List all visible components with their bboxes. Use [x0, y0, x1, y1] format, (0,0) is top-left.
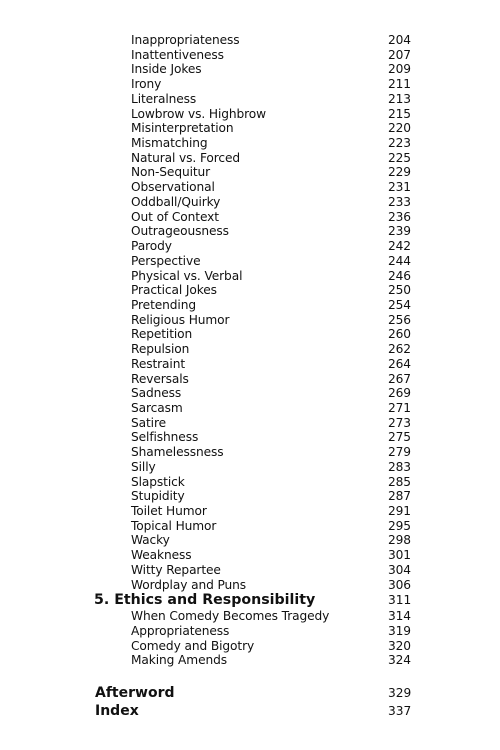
toc-entry [0, 533, 500, 548]
back-matter-title: Index [95, 703, 139, 720]
toc-entry [0, 430, 500, 445]
toc-entry-page: 233 [388, 194, 411, 209]
toc-entry [0, 254, 500, 269]
toc-entry-page: 262 [388, 342, 411, 357]
toc-entry-page: 239 [388, 224, 411, 239]
toc-entry-label: Inside Jokes [131, 62, 202, 77]
toc-entry-page: 295 [388, 518, 411, 533]
toc-entry [0, 624, 500, 639]
toc-entry-label: Wordplay and Puns [131, 577, 247, 592]
toc-entry [0, 342, 500, 357]
toc-entry [0, 121, 500, 136]
toc-entry-label: Religious Humor [131, 312, 230, 327]
toc-entry-page: 260 [388, 327, 411, 342]
toc-entry [0, 48, 500, 63]
toc-entry [0, 548, 500, 563]
toc-entry [0, 578, 500, 593]
toc-entry-label: Lowbrow vs. Highbrow [131, 106, 267, 121]
toc-entry-page: 267 [388, 371, 411, 386]
toc-entry-page: 231 [388, 180, 411, 195]
toc-entry-page: 319 [388, 624, 411, 639]
toc-entry-label: Toilet Humor [131, 504, 207, 518]
toc-entry-label: Shamelessness [131, 445, 224, 460]
toc-entry [0, 92, 500, 107]
toc-entry-label: Outrageousness [131, 224, 229, 239]
toc-entry [0, 386, 500, 401]
toc-entry-label: Topical Humor [131, 518, 217, 533]
toc-entry-label: Appropriateness [131, 624, 230, 639]
toc-entry-label: Mismatching [131, 136, 208, 151]
toc-entry-page: 291 [388, 504, 411, 518]
toc-entry [0, 489, 500, 504]
toc-entry-page: 242 [388, 239, 411, 254]
toc-entry [0, 62, 500, 77]
toc-entry-label: Natural vs. Forced [131, 150, 241, 165]
toc-entry-label: Physical vs. Verbal [131, 268, 243, 283]
toc-entry-page: 225 [388, 150, 411, 165]
toc-entry-label: Parody [131, 239, 172, 254]
toc-entry-page: 264 [388, 356, 411, 371]
toc-entry [0, 239, 500, 254]
toc-entry-page: 223 [388, 136, 411, 151]
back-matter-entry [0, 684, 500, 702]
toc-entry [0, 519, 500, 534]
toc-entry-page: 271 [388, 400, 411, 415]
toc-entry [0, 224, 500, 239]
toc-entry-label: Out of Context [131, 209, 219, 224]
toc-entry-page: 320 [388, 638, 411, 653]
toc-entry-label: Witty Repartee [131, 562, 221, 577]
toc-entry-page: 256 [388, 312, 411, 327]
toc-entry-label: Satire [131, 415, 167, 430]
toc-entry-page: 229 [388, 165, 411, 180]
toc-entry-label: Restraint [131, 356, 186, 371]
toc-entry-label: Inappropriateness [131, 33, 240, 47]
toc-entry [0, 653, 500, 668]
toc-entry-label: Inattentiveness [131, 47, 224, 62]
table-of-contents [0, 33, 500, 720]
chapter-title: 5. Ethics and Responsibility [94, 592, 316, 609]
toc-entry-page: 269 [388, 386, 411, 401]
toc-entry [0, 180, 500, 195]
toc-entry-page: 285 [388, 474, 411, 489]
toc-entry-label: Slapstick [131, 474, 185, 489]
toc-entry-label: Observational [131, 180, 215, 195]
toc-entry [0, 298, 500, 313]
toc-entry-label: When Comedy Becomes Tragedy [131, 609, 330, 624]
toc-entry-page: 254 [388, 297, 411, 312]
toc-entry [0, 136, 500, 151]
toc-entry-label: Selfishness [131, 430, 199, 445]
back-matter-title: Afterword [95, 685, 175, 702]
toc-entry-page: 314 [388, 609, 411, 624]
toc-entry-label: Sarcasm [131, 400, 183, 415]
toc-entry [0, 165, 500, 180]
toc-entry [0, 639, 500, 654]
toc-entry-page: 275 [388, 430, 411, 445]
toc-entry [0, 357, 500, 372]
toc-entry [0, 563, 500, 578]
toc-entry-page: 244 [388, 253, 411, 268]
toc-entry-page: 220 [388, 121, 411, 136]
toc-entry [0, 195, 500, 210]
section-spacer [0, 668, 500, 684]
toc-entry-label: Making Amends [131, 653, 227, 668]
back-matter-page: 337 [388, 704, 412, 719]
toc-entry-page: 298 [388, 533, 411, 548]
toc-entry-page: 273 [388, 415, 411, 430]
toc-entry [0, 151, 500, 166]
chapter-heading [0, 592, 500, 609]
toc-entry-page: 246 [388, 268, 411, 283]
toc-entry-label: Reversals [131, 371, 189, 386]
toc-entry-page: 287 [388, 489, 411, 504]
toc-entry [0, 33, 500, 48]
toc-entry-page: 283 [388, 459, 411, 474]
toc-entry-label: Practical Jokes [131, 283, 217, 298]
toc-entry-page: 207 [388, 47, 411, 62]
toc-entry-page: 304 [388, 562, 411, 577]
toc-entry-label: Comedy and Bigotry [131, 638, 255, 653]
toc-entry-page: 215 [388, 106, 411, 121]
toc-entry-page: 279 [388, 445, 411, 460]
toc-entry [0, 327, 500, 342]
toc-entry-label: Pretending [131, 297, 196, 312]
toc-entry [0, 283, 500, 298]
toc-entry-page: 306 [388, 577, 411, 592]
toc-entry [0, 445, 500, 460]
back-matter-entry [0, 702, 500, 720]
toc-entry [0, 475, 500, 490]
toc-entry-page: 213 [388, 91, 411, 106]
toc-entry [0, 210, 500, 225]
toc-entry-label: Silly [131, 459, 156, 474]
toc-entry-page: 211 [388, 77, 411, 92]
toc-entry-label: Wacky [131, 533, 170, 548]
toc-entry [0, 269, 500, 284]
toc-entry [0, 372, 500, 387]
back-matter-page: 329 [388, 686, 412, 701]
chapter-page: 311 [388, 593, 412, 608]
toc-entry-page: 250 [388, 283, 411, 298]
toc-entry-label: Weakness [131, 548, 192, 563]
toc-entry-label: Sadness [131, 386, 182, 401]
toc-entry-label: Stupidity [131, 489, 185, 504]
toc-entry [0, 416, 500, 431]
toc-entry-label: Misinterpretation [131, 121, 234, 136]
toc-entry-page: 236 [388, 209, 411, 224]
toc-entry-label: Perspective [131, 253, 201, 268]
toc-entry [0, 107, 500, 122]
toc-entry-label: Oddball/Quirky [131, 194, 221, 209]
toc-entry-label: Literalness [131, 91, 197, 106]
toc-entry-page: 209 [388, 62, 411, 77]
toc-entry [0, 460, 500, 475]
toc-entry [0, 504, 500, 519]
toc-entry-page: 204 [388, 33, 411, 47]
toc-entry-page: 301 [388, 548, 411, 563]
toc-entry-label: Repulsion [131, 342, 190, 357]
toc-entry [0, 401, 500, 416]
toc-entry-label: Non-Sequitur [131, 165, 211, 180]
toc-entry-label: Repetition [131, 327, 193, 342]
toc-entry-label: Irony [131, 77, 162, 92]
toc-entry-page: 324 [388, 653, 411, 668]
toc-entry [0, 313, 500, 328]
toc-entry [0, 77, 500, 92]
toc-entry [0, 609, 500, 624]
